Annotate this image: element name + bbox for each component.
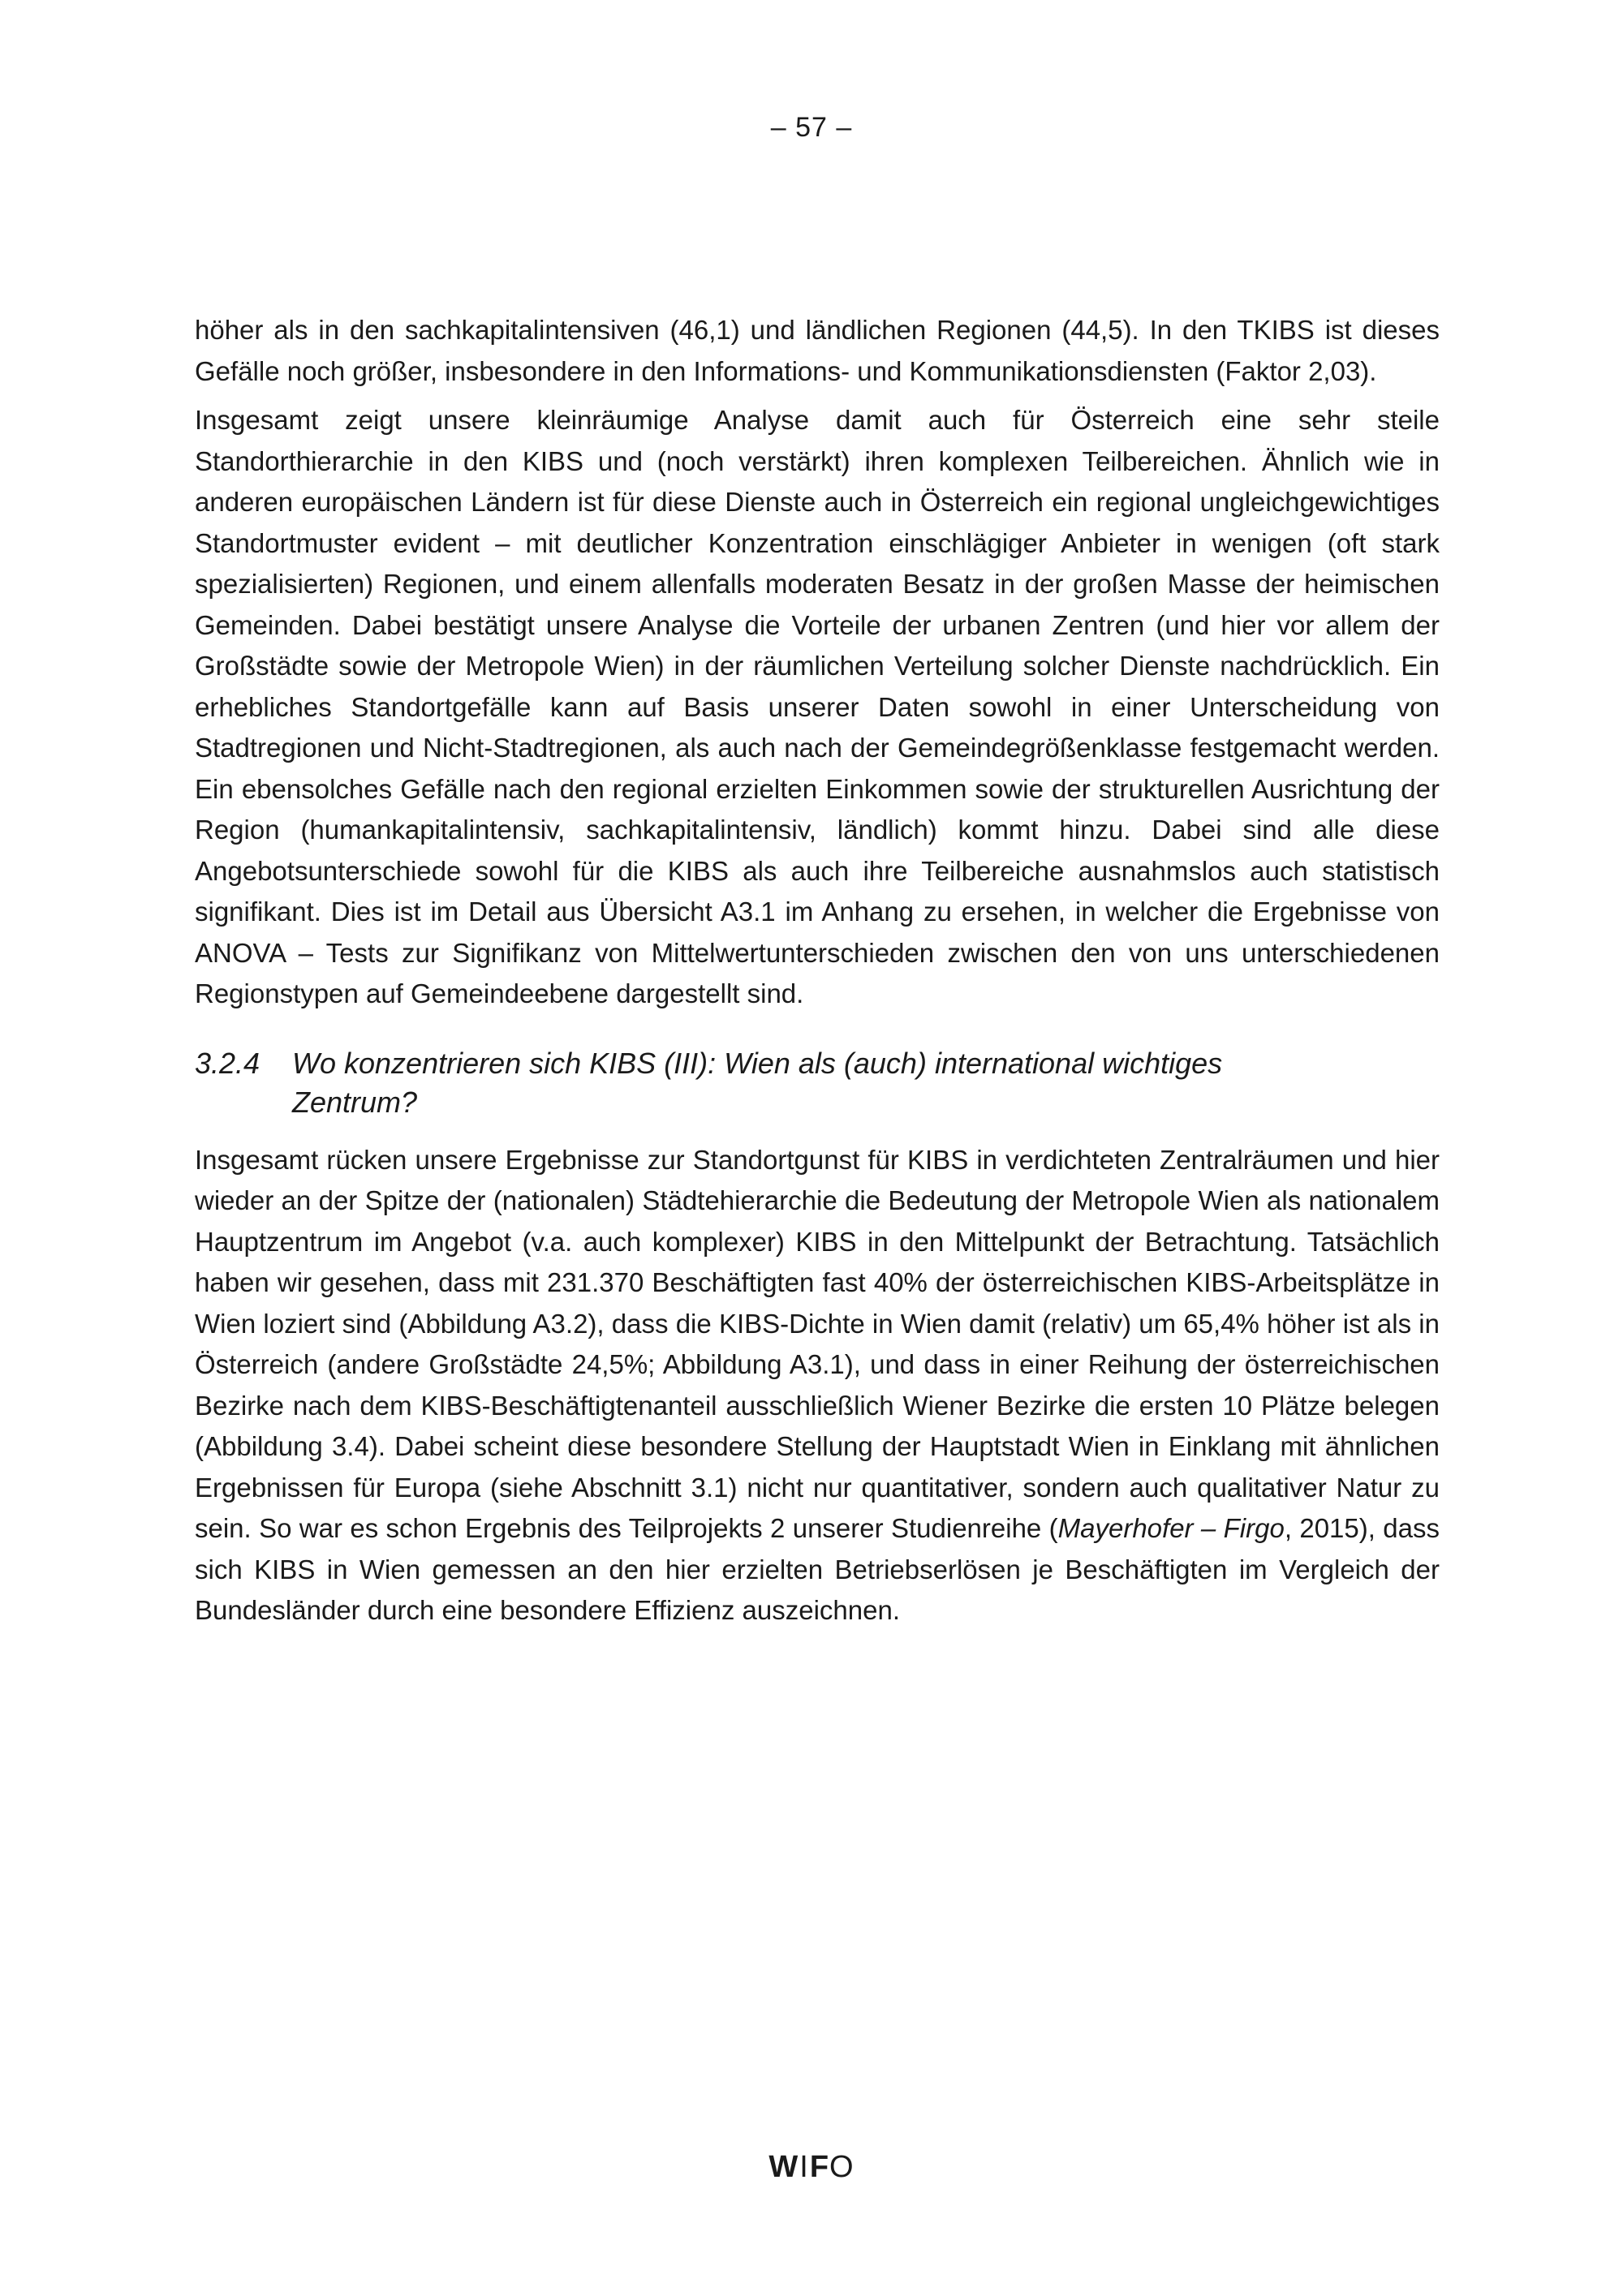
paragraph-2: Insgesamt zeigt unsere kleinräumige Analyse damit auch für Österreich eine sehr steile Standorthierarchie in den KIBS und (noch verstärkt) ihren komplexen Teilbereichen. Ähnlich wie in anderen europäischen Ländern ist für diese Dienste auch in Österreich ein regional ungleichgewichtiges Standortmuster evident – mit deutlicher Konzentration einschlägiger Anbieter in wenigen (oft stark spezialisierten) Regionen, und einem allenfalls moderaten Besatz in der großen Masse der heimischen Gemeinden. Dabei bestätigt unsere Analyse die Vorteile der urbanen Zentren (und hier vor allem der Großstädte sowie der Metropole Wien) in der räumlichen Verteilung solcher Dienste nachdrücklich. Ein erhebliches Standortgefälle kann auf Basis unserer Daten sowohl in einer Unterscheidung von Stadtregionen und Nicht-Stadtregionen, als auch nach der Gemeindegrößenklasse festgemacht werden. Ein ebensolches Gefälle nach den regional erzielten Einkommen sowie der strukturellen Ausrichtung der Region (humankapitalintensiv, sachkapitalintensiv, ländlich) kommt hinzu. Dabei sind alle diese Angebotsunterschiede sowohl für die KIBS als auch ihre Teilbereiche ausnahmslos auch statistisch signifikant. Dies ist im Detail aus Übersicht A3.1 im Anhang zu ersehen, in welcher die Ergebnisse von ANOVA – Tests zur Signifikanz von Mittelwertunterschieden zwischen den von uns unterschiedenen Regionstypen auf Gemeindeebene dargestellt sind.	[195, 405, 1440, 1008]
paragraph-1: höher als in den sachkapitalintensiven (46,1) und ländlichen Regionen (44,5). In den TKIBS ist dieses Gefälle noch größer, insbesondere in den Informations- und Kommunikationsdiensten (Faktor 2,03).	[195, 315, 1440, 386]
logo-separator: I	[799, 2150, 809, 2184]
section-number: 3.2.4	[195, 1046, 260, 1080]
document-body	[195, 310, 1440, 1632]
page-number: – 57 –	[770, 112, 853, 143]
logo-letter-w: W	[768, 2150, 799, 2184]
logo-letter-o: O	[829, 2150, 855, 2184]
paragraph-3-text-a: Insgesamt rücken unsere Ergebnisse zur Standortgunst für KIBS in verdichteten Zentralräumen und hier wieder an der Spitze der (nationalen) Städtehierarchie die Bedeutung der Metropole Wien als nationalem Hauptzentrum im Angebot (v.a. auch komplexer) KIBS in den Mittelpunkt der Betrachtung. Tatsächlich haben wir gesehen, dass mit 231.370 Beschäftigten fast 40% der österreichischen KIBS-Arbeitsplätze in Wien loziert sind (Abbildung A3.2), dass die KIBS-Dichte in Wien damit (relativ) um 65,4% höher ist als in Österreich (andere Großstädte 24,5%; Abbildung A3.1), und dass in einer Reihung der österreichischen Bezirke nach dem KIBS-Beschäftigtenanteil ausschließlich Wiener Bezirke die ersten 10 Plätze belegen (Abbildung 3.4). Dabei scheint diese besondere Stellung der Hauptstadt Wien in Einklang mit ähnlichen Ergebnissen für Europa (siehe Abschnitt 3.1) nicht nur quantitativer, sondern auch qualitativer Natur zu sein. So war es schon Ergebnis des Teilprojekts 2 unserer Studienreihe (	[195, 1144, 1440, 1543]
citation-authors: Mayerhofer – Firgo	[1057, 1513, 1285, 1543]
wifo-logo	[0, 2150, 1623, 2185]
paragraph-3	[195, 1140, 1440, 1632]
section-title: Wo konzentrieren sich KIBS (III): Wien als (auch) international wichtiges Zentrum?	[292, 1046, 1223, 1119]
section-heading	[195, 1044, 1440, 1122]
logo-letter-f: F	[809, 2150, 830, 2184]
paragraph-3-text-b: , 2015), dass sich KIBS in Wien gemessen an den hier erzielten Betriebserlösen je Beschäftigten im Vergleich der Bundesländer durch eine besondere Effizienz auszeichnen.	[195, 1513, 1440, 1625]
